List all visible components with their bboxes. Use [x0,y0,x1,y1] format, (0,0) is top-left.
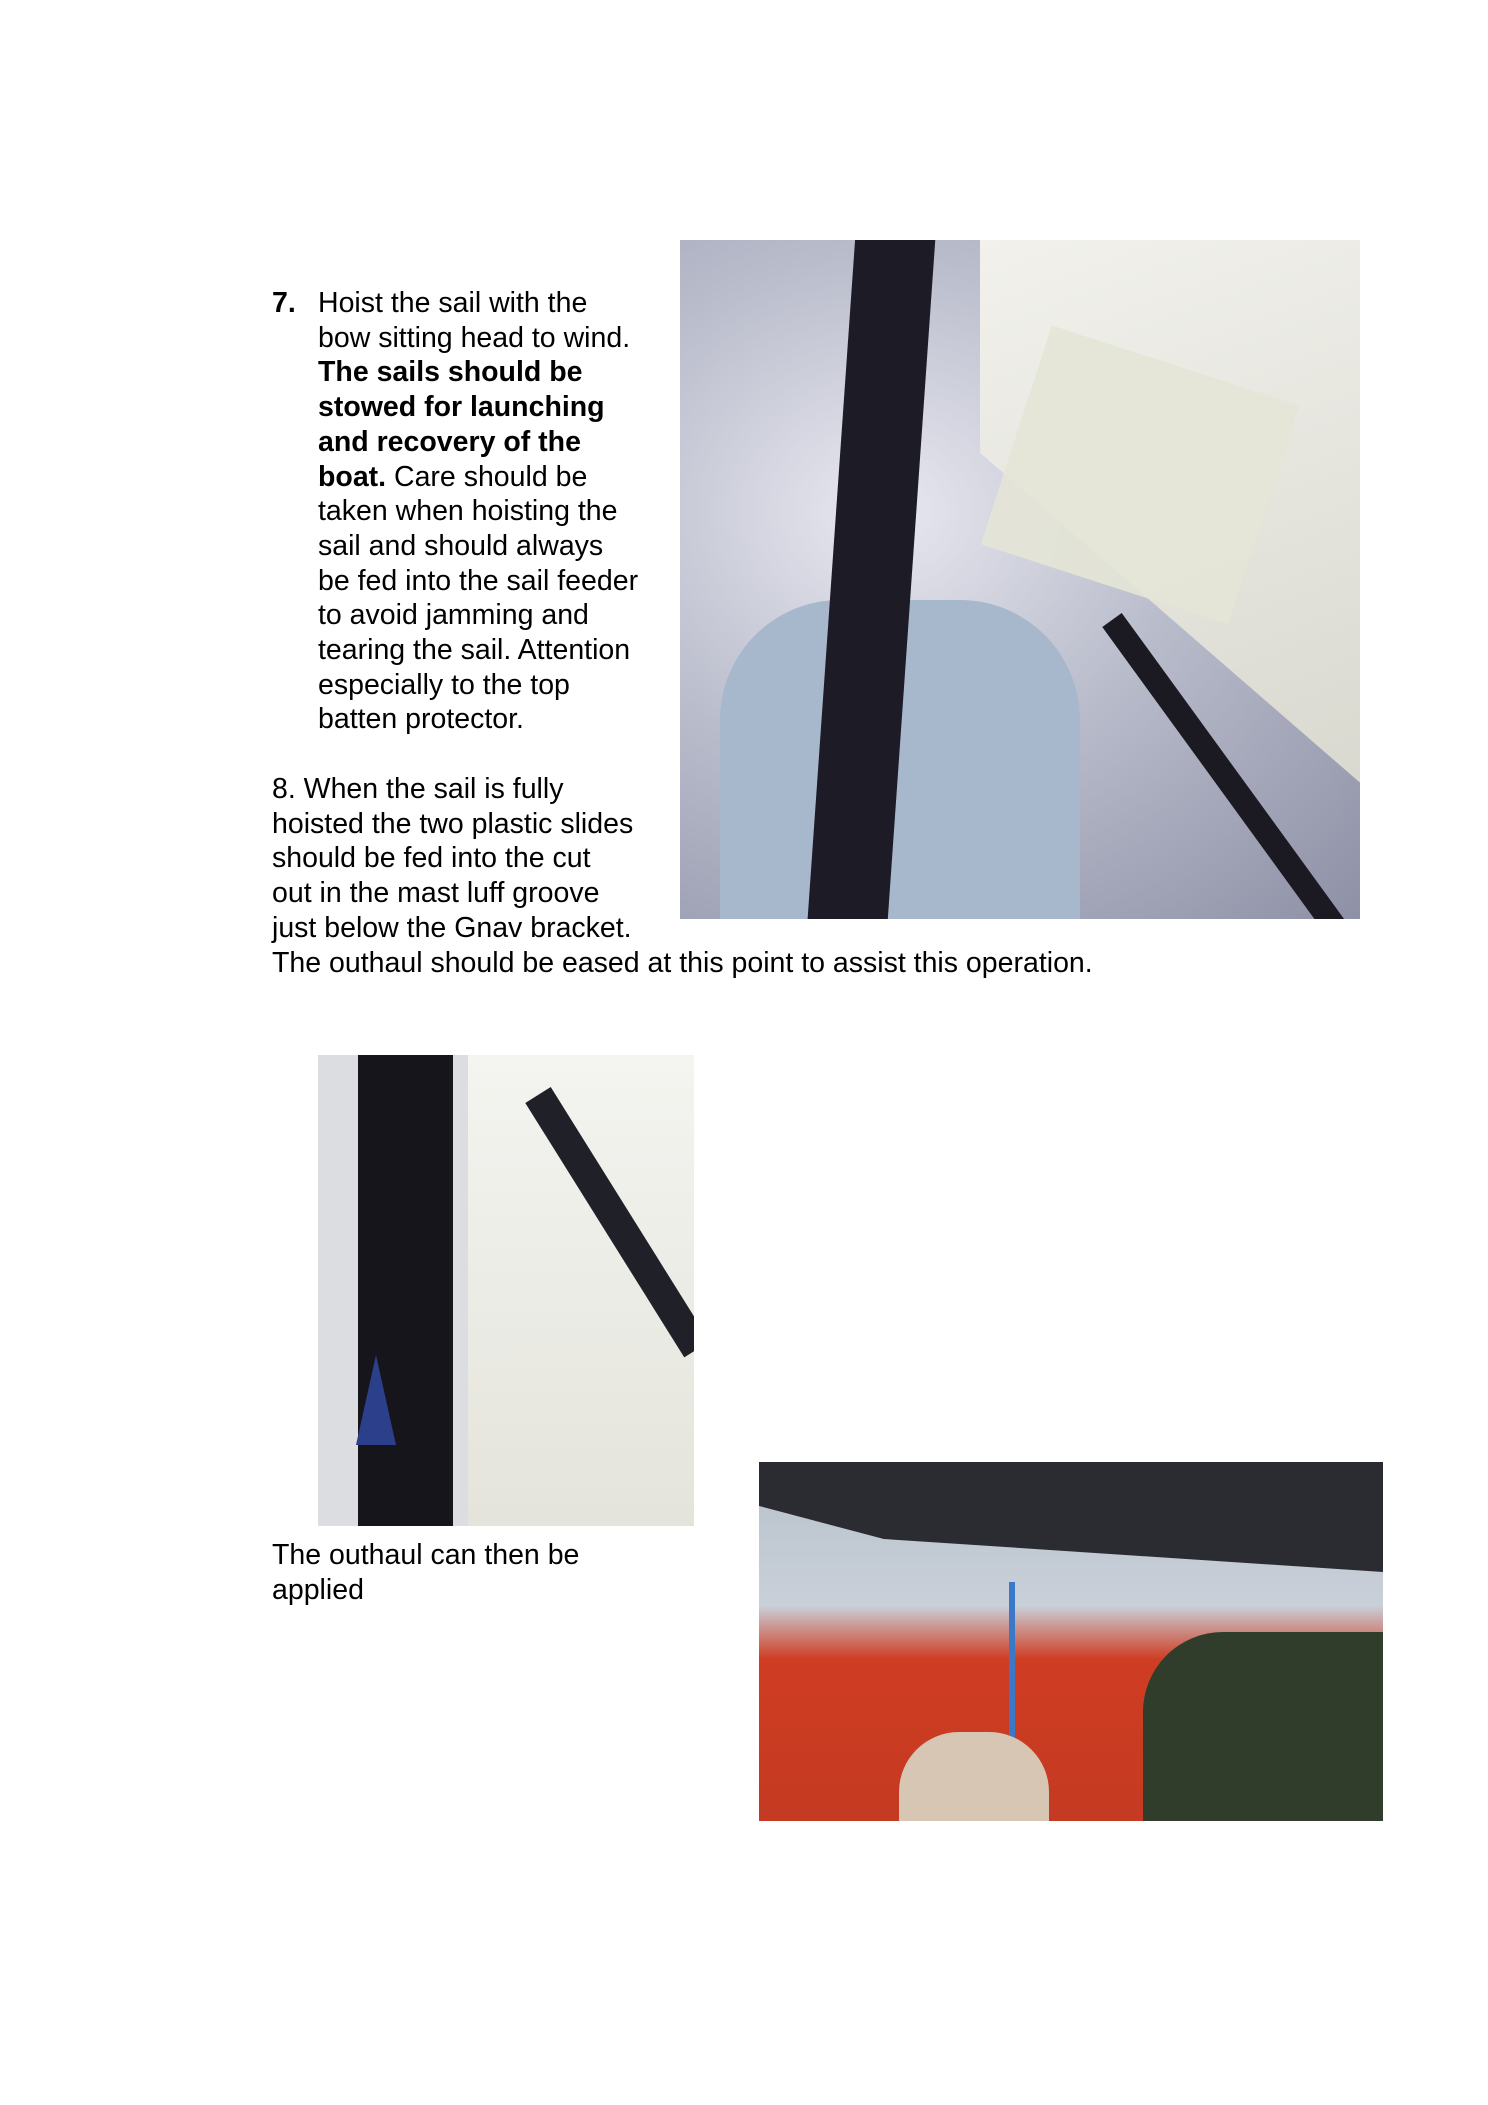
text-line: 8. When the sail is fully [272,773,564,805]
bold-text: boat. [318,460,387,493]
bold-text-line: stowed for launching [318,391,605,424]
hand [899,1732,1049,1821]
text-line: especially to the top [318,668,570,701]
text-line: The outhaul can then be [272,1539,580,1571]
text-line: bow sitting head to wind. [318,321,631,354]
step-7-text [272,286,692,737]
text-line: taken when hoisting the [318,495,618,528]
text-line: hoisted the two plastic slides [272,807,634,840]
text-line: tearing the sail. Attention [318,634,631,667]
outhaul-photo [759,1462,1383,1821]
text-line: just below the Gnav bracket. [272,911,632,944]
text-line: out in the mast luff groove [272,877,600,910]
plastic-slides-photo [318,1055,694,1526]
bold-text-line: The sails should be [318,356,583,389]
text-line: be fed into the sail feeder [318,564,639,597]
text: Care should be [386,460,588,493]
trees [1143,1632,1383,1821]
trampoline [759,1462,1383,1572]
outhaul-caption [272,1538,692,1607]
text-line: batten protector. [318,703,524,736]
text-line: should be fed into the cut [272,842,591,875]
text-line: to avoid jamming and [318,599,589,632]
text-line: sail and should always [318,529,604,562]
mast-logo [356,1355,396,1445]
text-line: Hoist the sail with the [318,287,588,319]
mast [358,1055,453,1526]
step-8-text [272,772,692,946]
text-line: applied [272,1573,364,1606]
step-8-tail: The outhaul should be eased at this point to assist this operation. [272,947,1093,979]
bold-text-line: and recovery of the [318,425,581,458]
text-line [318,460,692,495]
hoisting-sail-photo [680,240,1360,919]
step-7-number: 7. [272,287,296,319]
